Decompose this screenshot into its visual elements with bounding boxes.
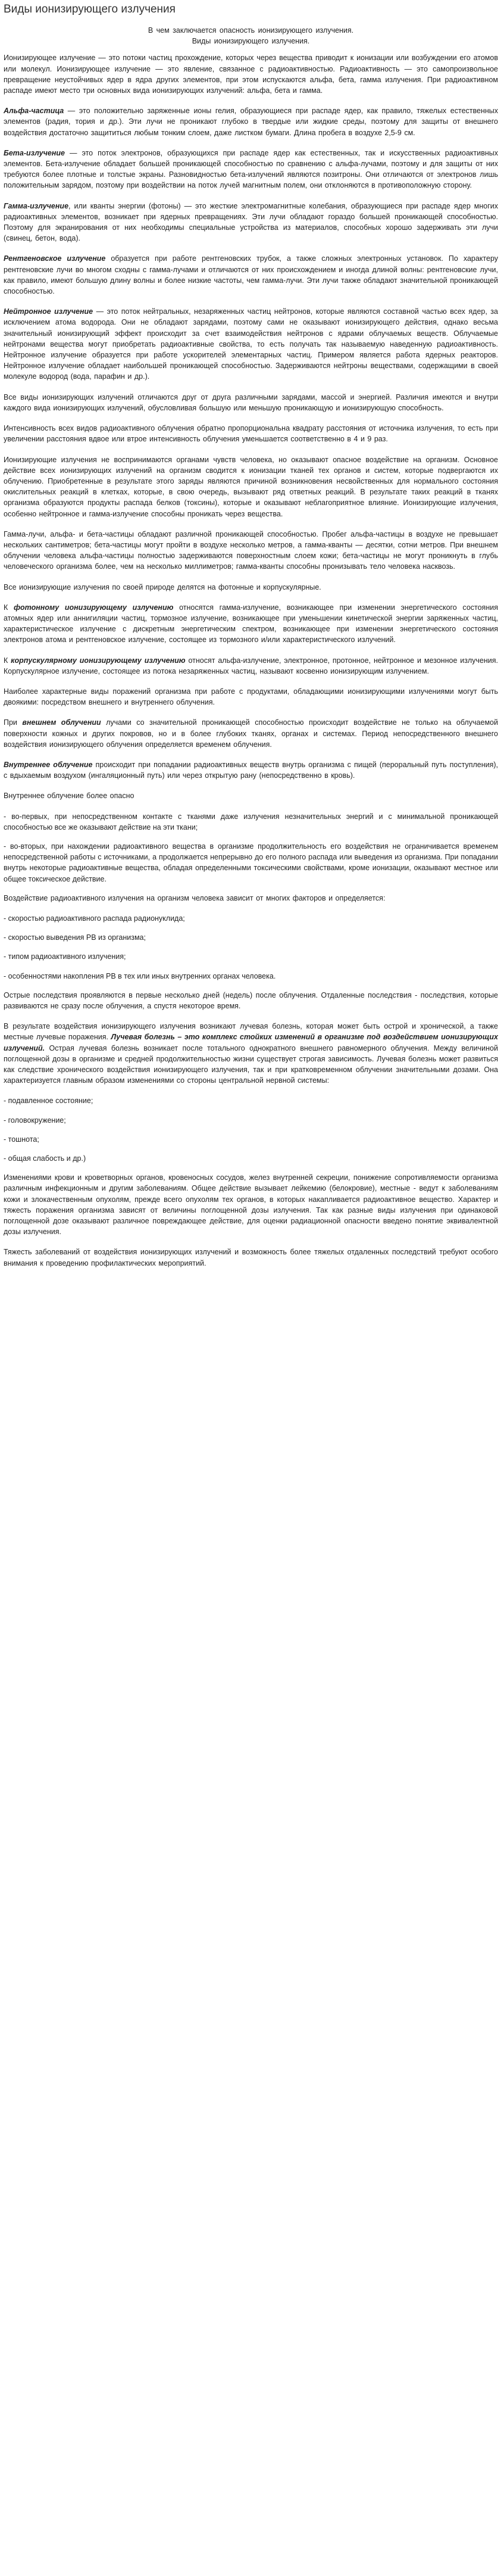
danger-list-item: - во-первых, при непосредственном контакте с тканями даже излучения незначительных энергий и с минимальной проникающей способностью все же оказывают действие на эти ткани; bbox=[4, 812, 498, 831]
paragraph bbox=[4, 686, 498, 708]
symptom-list-item: - тошнота; bbox=[4, 1135, 39, 1144]
paragraph bbox=[4, 655, 498, 677]
factors-list-item: - скоростью радиоактивного распада радионуклида; bbox=[4, 914, 185, 923]
factors-list bbox=[4, 913, 498, 982]
factors-list-item: - скоростью выведения РВ из организма; bbox=[4, 933, 146, 942]
paragraph-text: относятся гамма-излучение, возникающее при изменении энергетического состояния атомных ядер или аннигиляции частиц, тормозное излучение, возникающее при уменьшении кинетической энергии заряженных частиц, характеристическое излучение с дискретным энергетическим спектром, возникающее при изменении энергетического состояния электронов атома и рентгеновское излучение, состоящее из тормозного и/или характеристического излучений. bbox=[4, 603, 498, 644]
symptom-list-item: - головокружение; bbox=[4, 1116, 66, 1125]
factors-list-item: - особенностями накопления РВ в тех или иных внутренних органах человека. bbox=[4, 971, 276, 980]
page-title: Виды ионизирующего излучения bbox=[4, 3, 176, 15]
emphasized-term: Рентгеновское излучение bbox=[4, 254, 106, 263]
acute-paragraph: Острые последствия проявляются в первые несколько дней (недель) после облучения. Отдаленные последствия - последствия, которые развиваются не сразу после облучения, а спустя некоторое время. bbox=[4, 990, 498, 1011]
paragraph bbox=[4, 582, 498, 593]
emphasized-term: Внутреннее облучение bbox=[4, 760, 93, 769]
paragraph-text: К bbox=[4, 603, 14, 612]
paragraph-text: Острая лучевая болезнь возникает после тотального однократного внешнего равномерного облучения. Между величиной поглощенной дозы в организме и средней продолжительностью жизни существует строгая зависимость. Лучевая болезнь может развиться как следствие хронического воздействия ионизирующего излучения, так и при кратковременном облучении значительными дозами. Она характеризуется главным образом изменениями со стороны центральной нервной системы: bbox=[4, 1044, 498, 1085]
paragraph-text: , или кванты энергии (фотоны) — это жесткие электромагнитные колебания, образующиеся при распаде ядер многих радиоактивных элементов, возникает при ядерных превращениях. Эти лучи обладают гораздо большей проникающей способностью. Поэтому для экранирования от них необходимы специальные устройства из материалов, способных хорошо задерживать эти лучи (свинец, бетон, вода). bbox=[4, 201, 498, 243]
emphasized-term: Альфа-частица bbox=[4, 107, 64, 116]
paragraph-text: — это положительно заряженные ионы гелия, образующиеся при распаде ядер, как правило, тяжелых естественных элементов (радия, тория и др.). Эти лучи не проникают глубоко в твердые или жидкие среды, поэтому для защиты от внешнего воздействия достаточно защититься любым тонким слоем, даже листком бумаги. Длина пробега в воздухе 2,5-9 см. bbox=[4, 107, 498, 137]
paragraph-text: Ионизирующие излучения не воспринимаются органами чувств человека, но оказывают опасное воздействие на организм. Основное действие всех ионизирующих излучений на организм сводится к ионизации тканей тех органов и систем, которые подвергаются их облучению. Приобретенные в результате этого заряды являются причиной возникновения несвойственных для нормального состояния окислительных реакций в клетках, которые, в свою очередь, вызывают ряд ответных реакций. В результате таких реакций в тканях организма образуются продукты распада белков (токсины), которые и оказывают неблагоприятное влияние. Ионизирующие излучения, особенно нейтронное и гамма-излучение способны проникать через вещества. bbox=[4, 455, 498, 518]
paragraph bbox=[4, 253, 498, 297]
emphasized-term: внешнем облучении bbox=[22, 718, 101, 727]
intro bbox=[4, 25, 498, 46]
paragraph bbox=[4, 306, 498, 382]
emphasized-term: Бета-излучение bbox=[4, 148, 65, 157]
factors-heading: Воздействие радиоактивного излучения на организм человека зависит от многих факторов и определяется: bbox=[4, 893, 386, 902]
emphasized-term: Лучевая болезнь – это комплекс стойких изменений в организме под воздействием ионизирующих излучений. bbox=[4, 1033, 498, 1052]
factors-list-item: - типом радиоактивного излучения; bbox=[4, 952, 126, 961]
paragraph bbox=[4, 529, 498, 572]
paragraph-text: Интенсивность всех видов радиоактивного облучения обратно пропорциональна квадрату расстояния от источника излучения, то есть при увеличении расстояния вдвое или втрое интенсивность облучения уменьшается соответственно в 4 и 9 раз. bbox=[4, 424, 498, 444]
final-paragraph: Тяжесть заболеваний от воздействия ионизирующих излучений и возможность более тяжелых отдаленных последствий требуют особого внимания к проведению профилактических мероприятий. bbox=[4, 1248, 498, 1267]
paragraph bbox=[4, 392, 498, 413]
paragraph-text: В результате воздействия ионизирующего излучения возникают лучевая болезнь, которая может быть острой и хронической, а также местные лучевые поражения. bbox=[4, 1022, 498, 1042]
emphasized-term: Нейтронное излучение bbox=[4, 307, 93, 316]
paragraph bbox=[4, 148, 498, 191]
paragraph-text: К bbox=[4, 656, 11, 665]
sickness-paragraph bbox=[4, 1021, 498, 1086]
paragraph bbox=[4, 52, 498, 96]
paragraph-text: Ионизирующее излучение — это потоки частиц прохождение, которых через вещества приводит к ионизации или возбуждении его атомов или молекул. Ионизирующее излучение — это явление, связанное с радиоактивностью. Радиоактивность — это самопроизвольное превращение неустойчивых ядер в ядра других элементов, при этом испускаются альфа, бета, гамма излучения. При радиоактивном распаде имеют место три основных вида ионизирующих излучений: альфа, бета и гамма. bbox=[4, 54, 498, 95]
emphasized-term: фотонному ионизирующему излучению bbox=[13, 603, 174, 612]
symptoms-list bbox=[4, 1095, 498, 1164]
paragraph bbox=[4, 602, 498, 646]
paragraph bbox=[4, 423, 498, 444]
intro-lead-1: В чем заключается опасность ионизирующего излучения. bbox=[148, 26, 354, 35]
paragraph-text: Все ионизирующие излучения по своей природе делятся на фотонные и корпускулярные. bbox=[4, 583, 321, 591]
paragraph-text: — это поток электронов, образующихся при распаде ядер как естественных, так и искусственных радиоактивных элементов. Бета-излучение обладает большей проникающей способностью по сравнению с альфа-лучами, поэтому и для защиты от них требуются более плотные и толстые экраны. Разновидностью бета-излучений являются позитроны. Они отличаются от электронов лишь положительным зарядом, поэтому при воздействии на поток лучей магнитным полем, они отклоняются в противоположную сторону. bbox=[4, 148, 498, 190]
paragraph-text: лучами со значительной проникающей способностью происходит воздействие не только на облучаемой поверхности кожных и других покровов, но и в более глубоких тканях, органах и системах. Период непосредственного внешнего воздействия ионизирующего облучения определяется временем облучения. bbox=[4, 718, 498, 749]
paragraph-text: Наиболее характерные виды поражений организма при работе с продуктами, обладающими ионизирующими излучениями могут быть двоякими: посредством внешнего и внутреннего облучения. bbox=[4, 687, 498, 707]
paragraph bbox=[4, 454, 498, 519]
paragraph-text: образуется при работе рентгеновских трубок, а также сложных электронных установок. По характеру рентгеновские лучи во многом сходны с гамма-лучами и отличаются от них происхождением и иногда длиной волны: рентгеновские лучи, как правило, имеют большую длину волны и более низкие частоты, чем гамма-лучи. Эти лучи также обладают значительной проникающей способностью. bbox=[4, 254, 499, 296]
paragraph bbox=[4, 717, 498, 750]
emphasized-term: Гамма-излучение bbox=[4, 201, 69, 210]
paragraph-text: — это поток нейтральных, незаряженных частиц нейтронов, которые являются составной частью всех ядер, за исключением атома водорода. Они не обладают зарядами, поэтому сами не оказывают ионизирующего действия, однако весьма значительный ионизирующий эффект происходит за счет взаимодействия нейтронов с ядрами облучаемых веществ. Облучаемые нейтронами вещества могут приобретать радиоактивные свойства, то есть получать так называемую наведенную радиоактивность. Нейтронное излучение образуется при работе ускорителей элементарных частиц. Примером является работа ядерных реакторов. Нейтронное излучение обладает наибольшей проникающей способностью. Задерживаются нейтроны веществами, содержащими в своей молекуле водород (вода, парафин и др.). bbox=[4, 307, 498, 381]
symptom-list-item: - общая слабость и др.) bbox=[4, 1154, 86, 1163]
danger-list bbox=[4, 811, 498, 884]
paragraph bbox=[4, 759, 498, 781]
danger-heading: Внутреннее облучение более опасно bbox=[4, 792, 134, 800]
symptom-list-item: - подавленное состояние; bbox=[4, 1097, 93, 1105]
blood-paragraph: Изменениями крови и кроветворных органов, кровеносных сосудов, желез внутренней секреции, понижение сопротивляемости организма различным инфекционным и другим заболеваниям. Общее действие вызывает лейкемию (белокровие), местные - ведут к заболеваниям кожи и злокачественным опухолям, прежде всего опухолям тех органов, в которых накапливается радиоактивное вещество. Характер и тяжесть поражения организма зависят от величины поглощенной дозы излучения. Так как разные виды излучения при одинаковой поглощенной дозе оказывают различное повреждающее действие, для оценки радиационной опасности введено понятие эквивалентной дозы излучения. bbox=[4, 1173, 498, 1236]
paragraph-text: Гамма-лучи, альфа- и бета-частицы обладают различной проникающей способностью. Пробег альфа-частицы в воздухе не превышает нескольких сантиметров; бета-частицы могут пройти в воздухе несколько метров, а гамма-кванты — десятки, сотни метров. При внешнем облучении человека альфа-частицы полностью задерживаются поверхностным слоем кожи; бета-частицы не могут проникнуть в глубь человеческого организма более, чем на несколько миллиметров; гамма-кванты способны пронизывать тело человека насквозь. bbox=[4, 529, 498, 571]
paragraph-text: Все виды ионизирующих излучений отличаются друг от друга различными зарядами, массой и энергией. Различия имеются и внутри каждого вида ионизирующих излучений, обусловливая большую или меньшую проникающую и ионизирующую способность. bbox=[4, 393, 498, 412]
danger-list-item: - во-вторых, при нахождении радиоактивного вещества в организме продолжительность его воздействия не ограничивается временем непосредственной работы с источниками, а продолжается непрерывно до его полного распада или выведения из организма. При попадании внутрь некоторые радиоактивные вещества, обладая определенными токсическими свойствами, кроме ионизации, оказывают местное или общее токсическое действие. bbox=[4, 842, 498, 883]
paragraph-text: происходит при попадании радиоактивных веществ внутрь организма с пищей (пероральный путь поступления), с вдыхаемым воздухом (ингаляционный путь) или через открытую рану (непосредственно в кровь). bbox=[4, 760, 498, 780]
paragraph bbox=[4, 201, 498, 244]
article-body bbox=[4, 52, 498, 781]
paragraph-text: относят альфа-излучение, электронное, протонное, нейтронное и мезонное излучения. Корпускулярное излучение, состоящее из потока незаряженных частиц, называют косвенно ионизирующим излучением. bbox=[4, 656, 498, 675]
paragraph-text: При bbox=[4, 718, 23, 727]
intro-lead-2: Виды ионизирующего излучения. bbox=[192, 37, 310, 46]
emphasized-term: корпускулярному ионизирующему излучению bbox=[11, 656, 186, 665]
paragraph bbox=[4, 105, 498, 138]
